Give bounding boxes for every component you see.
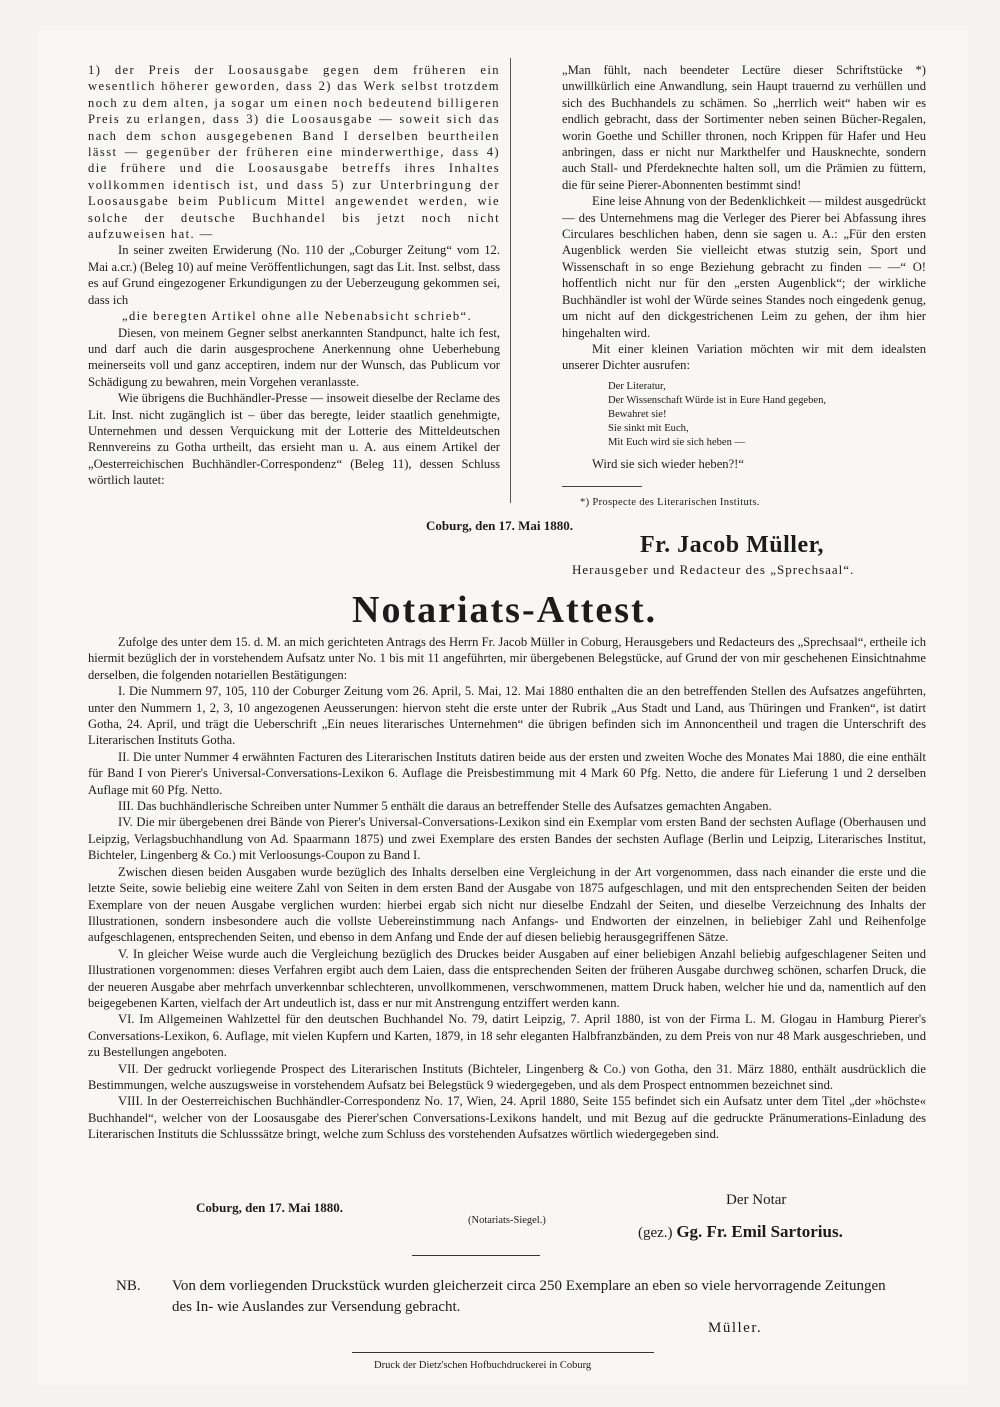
page-title: Notariats-Attest. — [352, 589, 658, 631]
attest-item-5: V. In gleicher Weise wurde auch die Vergleichung bezüglich des Druckes beider Ausgaben auf einer beliebigen Anzahl beliebig aufgeschlagener Seiten und Illustrationen vorgenommen: dieses Verfahren ergibt auch dem Laien, dass die entsprechenden Seiten der früheren Ausgabe durchweg schönen, scharfen Druck, die der neueren Ausgabe aber mehrfach unverkennbar schlechteren, unvollkommenen, verschwommenen, mattem Druck haben, welcher hie und da, namentlich auf den beigegebenen Karten, vielfach der Art undeutlich ist, dass er nur mit Anstrengung entziffert werden kann. — [88, 946, 926, 1010]
poem-line: Der Wissenschaft Würde ist in Eure Hand gegeben, — [608, 394, 827, 406]
left-paragraph-1: In seiner zweiten Erwiderung (No. 110 der „Coburger Zeitung“ vom 12. Mai a.cr.) (Beleg 10) auf meine Veröffentlichungen, sagt das Lit. Inst. selbst, dass es auf Grund eingezogener Erkundigungen zu der Ueberzeugung gekommen sei, dass ich — [88, 243, 500, 307]
signature-date: Coburg, den 17. Mai 1880. — [196, 1200, 343, 1215]
attest-item-2: II. Die unter Nummer 4 erwähnten Facturen des Literarischen Instituts datiren beide aus der ersten und zweiten Woche des Monates Mai 1880, die eine enthält für Band I von Pierer's Universal-Conversations-Lexikon 6. Auflage die Preisbestimmung mit 4 Mark 60 Pfg. Netto, die andere für Lieferung 1 und 2 derselben Auflage mit 60 Pfg. Netto. — [88, 749, 926, 797]
attest-intro: Zufolge des unter dem 15. d. M. an mich gerichteten Antrags des Herrn Fr. Jacob Müller in Coburg, Herausgebers und Redacteurs des „Sprechsaal“, ertheile ich hiermit bezüglich der in vorstehendem Aufsatz unter No. 1 bis mit 11 angeführten, mir übergebenen Belegstücke, auf Grund der von mir geschehenen Einsichtnahme derselben, die folgenden notariellen Bestätigungen: — [88, 635, 926, 682]
nb-label: NB. — [116, 1278, 141, 1294]
poem-line: Mit Euch wird sie sich heben — — [608, 436, 746, 448]
footer-rule — [352, 1352, 654, 1353]
numbered-summary: 1) der Preis der Loosausgabe gegen dem früheren ein wesentlich höherer geworden, dass 2) das Werk selbst trotzdem noch zu dem alten, ja sogar um einen noch bedeutend billigeren Preis zu erlangen, dass 3) die Loosausgabe — soweit sich das nach dem schon ausgegebenen Band I derselben beurtheilen lässt — gegenüber der früheren eine minderwerthige, dass 4) die frühere und die Loosausgabe betreffs ihres Inhaltes vollkommen identisch ist, und dass 5) zur Unterbringung der Loosausgabe beim Publicum Mittel angewendet werden, wie solche der deutsche Buchhandel bis jetzt noch nicht aufzuweisen hat. — — [88, 63, 500, 242]
attest-item-1: I. Die Nummern 97, 105, 110 der Coburger Zeitung vom 26. April, 5. Mai, 12. Mai 1880 enthalten die an den betreffenden Stellen des Aufsatzes angeführten, unter den Nummern 1, 2, 3, 10 angezogenen Aeusserungen: hiervon steht die erste unter der Rubrik „Aus Stadt und Land, aus Thüringen und Franken“, ist datirt Gotha, 24. April, und trägt die Ueberschrift „Ein neues literarisches Unternehmen“ die übrigen befinden sich im Annoncentheil und tragen die Unterschrift des Literarischen Instituts Gotha. — [88, 684, 926, 748]
notary-role: Der Notar — [726, 1192, 787, 1208]
poem-line: Bewahret sie! — [608, 408, 667, 420]
nb-note — [116, 1276, 906, 1318]
author-role: Herausgeber und Redacteur des „Sprechsaal“. — [572, 562, 855, 577]
poem — [608, 380, 926, 450]
right-paragraph-3: Mit einer kleinen Variation möchten wir mit dem idealsten unserer Dichter ausrufen: — [562, 341, 926, 373]
attest-item-4: IV. Die mir übergebenen drei Bände von Pierer's Universal-Conversations-Lexikon sind ein Exemplar vom ersten Band der sechsten Auflage (Oberhausen und Leipzig, Verlagsbuchhandlung von Ad. Spaarmann 1875) und zwei Exemplare des ersten Bandes der sechsten Auflage (Berlin und Leipzig, Literarisches Institut, Bichteler, Lingenberg & Co.) mit Verloosungs-Coupon zu Band I. — [88, 815, 926, 863]
dateline: Coburg, den 17. Mai 1880. — [426, 518, 573, 533]
attest-item-6: VI. Im Allgemeinen Wahlzettel für den deutschen Buchhandel No. 79, datirt Leipzig, 7. April 1880, ist von der Firma L. M. Glogau in Hamburg Pierer's Conversations-Lexikon, 6. Auflage, mit vielen Kupfern und Karten, 1879, in 18 sehr eleganten Halbfranzbänden, zu dem Preis von nur 48 Mark ausgeschrieben, und zu Bestellungen angeboten. — [88, 1012, 926, 1060]
gez-label: (gez.) — [638, 1225, 673, 1241]
left-quote: „die beregten Artikel ohne alle Nebenabsicht schrieb“. — [122, 309, 473, 324]
left-column — [88, 62, 500, 489]
right-paragraph-2: Eine leise Ahnung von der Bedenklichkeit — mildest ausgedrückt — des Unternehmens mag die Verleger des Pierer bei Abfassung ihres Circulares beschlichen haben, denn sie sagen u. A.: „Für den ersten Augenblick werden Sie vielleicht etwas stutzig sein, Sport und Wissenschaft in so enge Beziehung gebracht zu finden — —“ O! hoffentlich nicht nur für den „ersten Augenblick“; der wirkliche Buchhändler ist wohl der Würde seines Standes noch eingedenk genug, um nicht auf den dickgestrichenen Leim zu gehen, der ihm hier hingehalten wird. — [562, 194, 926, 340]
poem-line: Der Literatur, — [608, 380, 666, 392]
attest-item-8: VIII. In der Oesterreichischen Buchhändler-Correspondenz No. 17, Wien, 24. April 1880, Seite 155 befindet sich ein Aufsatz unter dem Titel „der »höchste« Buchhandel“, welcher von der Loosausgabe des Pierer'schen Conversations-Lexikons handelt, und mit Bezug auf die gedruckte Pränumerations-Einladung des Literarischen Instituts die Schlusssätze bringt, welche zum Schluss des vorstehenden Aufsatzes wörtlich wiedergegeben sind. — [88, 1094, 926, 1142]
attest-comparison: Zwischen diesen beiden Ausgaben wurde bezüglich des Inhalts derselben eine Vergleichung in der Art vorgenommen, dass nach einander die erste und die letzte Seite, sowie beliebig eine weitere Zahl von Seiten in dem ersten Band der Ausgabe von 1875 aufgeschlagen, und mit den entsprechenden Seiten der beiden Exemplare von der neuen Ausgabe verglichen wurden: hierbei ergab sich nicht nur dieselbe Endzahl der Seiten, und dieselbe Verzeichnung des Inhalts der Illustrationen, sondern insbesondere auch die vollste Uebereinstimmung nach Anfangs- und Endworten der einzelnen, in beliebiger Zahl und Reihenfolge aufgeschlagenen, entsprechenden Seiten, und ebenso in dem Anfang und Ende der auf diesen beliebig herausgegriffenen Sätze. — [88, 864, 926, 945]
poem-line: Sie sinkt mit Euch, — [608, 422, 689, 434]
nb-signature: Müller. — [708, 1320, 763, 1336]
notary-signature — [638, 1222, 843, 1242]
column-divider — [510, 58, 511, 503]
section-rule — [412, 1255, 540, 1256]
attest-item-7: VII. Der gedruckt vorliegende Prospect des Literarischen Instituts (Bichteler, Lingenberg & Co.) von Gotha, den 31. März 1880, enthält ausdrücklich die Bestimmungen, welche auszugsweise in vorstehendem Aufsatz bei Belegstück 9 wiedergegeben, und als dem Prospect entnommen bezeichnet sind. — [88, 1061, 926, 1092]
left-paragraph-2: Diesen, von meinem Gegner selbst anerkannten Standpunct, halte ich fest, und darf auch die darin ausgesprochene Anerkennung ohne Ueberhebung meinerseits voll und ganz acceptiren, indem nur der Wunsch, das Publicum vor Schädigung zu bewahren, mein Vorgehen veranlasste. — [88, 325, 500, 389]
printer-imprint: Druck der Dietz'schen Hofbuchdruckerei in Coburg — [374, 1360, 592, 1371]
notary-name: Gg. Fr. Emil Sartorius. — [676, 1222, 843, 1241]
author-name: Fr. Jacob Müller, — [640, 532, 825, 558]
right-paragraph-4: Wird sie sich wieder heben?!“ — [592, 456, 744, 471]
nb-text: Von dem vorliegenden Druckstück wurden gleicherzeit circa 250 Exemplare an eben so viele hervorragende Zeitungen des In- wie Auslandes zur Versendung gebracht. — [172, 1278, 886, 1315]
notary-seal: (Notariats-Siegel.) — [468, 1215, 546, 1226]
attest-item-3: III. Das buchhändlerische Schreiben unter Nummer 5 enthält die daraus an betreffender Stelle des Aufsatzes gemachten Angaben. — [118, 799, 772, 814]
right-paragraph-1: „Man fühlt, nach beendeter Lectüre dieser Schriftstücke *) unwillkürlich eine Anwandlung, sein Haupt trauernd zu verhüllen und sich des Buchhandels zu schämen. So „herrlich weit“ haben wir es endlich gebracht, dass der Sortimenter neben seinen Bücher-Regalen, worin Goethe und Schiller thronen, noch Krippen für Hafer und Heu anbringen, dass er nicht nur Markthelfer und Hausknechte, sondern auch Stall- und Pferdeknechte halten soll, um die Prämien zu füttern, die für seine Pierer-Abonnenten bestimmt sind! — [562, 63, 926, 192]
right-column — [562, 62, 926, 512]
footnote-rule — [562, 486, 642, 487]
attest-body — [88, 634, 926, 1143]
left-paragraph-3: Wie übrigens die Buchhändler-Presse — insoweit dieselbe der Reclame des Lit. Inst. nicht zugänglich ist – über das beregte, leider staatlich genehmigte, Unternehmen und dessen Verquickung mit der Lotterie des Mitteldeutschen Rennvereins zu Gotha urtheilt, das ersieht man u. A. aus einem Artikel der „Oesterreichischen Buchhändler-Correspondenz“ (Beleg 11), dessen Schluss wörtlich lautet: — [88, 391, 500, 488]
footnote: *) Prospecte des Literarischen Instituts. — [580, 497, 760, 509]
